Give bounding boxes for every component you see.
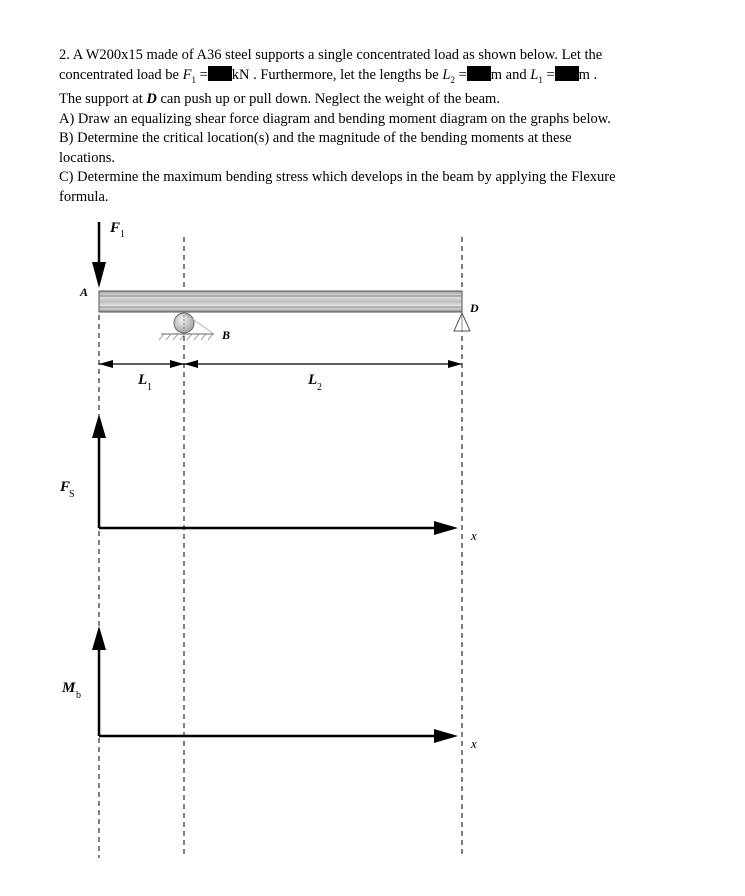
problem-part-b-cont: locations.: [59, 149, 115, 166]
symbol-D: D: [146, 91, 157, 108]
problem-part-c: C) Determine the maximum bending stress which develops in the beam by applying the Flexure: [59, 169, 616, 186]
load-label: F: [110, 220, 121, 236]
dim-L2-sub: 2: [317, 382, 322, 393]
point-A-label: A: [80, 285, 89, 299]
moment-axes: [92, 626, 458, 743]
beam: [99, 291, 462, 312]
subscript: 1: [538, 74, 543, 85]
shear-x-label: x: [471, 528, 477, 543]
pin-support-D: [454, 313, 470, 331]
text-segment: can push up or pull down. Neglect the weight of the beam.: [156, 91, 500, 108]
subscript: 2: [450, 74, 455, 85]
text-segment: kN . Furthermore, let the lengths be: [231, 66, 443, 83]
problem-line-1: 2. A W200x15 made of A36 steel supports a single concentrated load as shown below. Let the: [59, 47, 603, 63]
text-segment: m and: [490, 66, 531, 83]
moment-axis-label: M: [62, 680, 76, 696]
equals-sign: =: [195, 66, 208, 83]
dim-L1-label: L: [138, 372, 148, 388]
load-arrow: [92, 222, 106, 288]
shear-axes: [92, 414, 458, 535]
dimension-L2: [184, 360, 462, 368]
problem-part-a: A) Draw an equalizing shear force diagram and bending moment diagram on the graphs below.: [59, 110, 611, 127]
problem-part-b: B) Determine the critical location(s) and the magnitude of the bending moments at these: [59, 130, 572, 147]
text-segment: m .: [578, 66, 598, 83]
equals-sign: =: [454, 66, 467, 83]
symbol-F1: F: [182, 66, 192, 83]
moment-axis-sub: b: [76, 690, 81, 701]
moment-x-label: x: [471, 736, 477, 751]
shear-axis-label: F: [60, 479, 71, 495]
dim-L2-label: L: [308, 372, 318, 388]
roller-support-B: [159, 313, 214, 340]
point-D-label: D: [470, 301, 479, 315]
equals-sign: =: [542, 66, 555, 83]
dim-L1-sub: 1: [147, 382, 152, 393]
symbol-L1: L: [530, 66, 539, 83]
shear-axis-sub: S: [69, 489, 75, 500]
problem-part-c-cont: formula.: [59, 189, 109, 206]
load-label-sub: 1: [120, 229, 125, 240]
symbol-L2: L: [442, 66, 451, 83]
point-B-label: B: [222, 328, 231, 342]
text-segment: concentrated load be: [59, 66, 183, 83]
text-segment: The support at: [59, 91, 147, 108]
dimension-L1: [99, 360, 184, 368]
subscript: 1: [191, 74, 196, 85]
